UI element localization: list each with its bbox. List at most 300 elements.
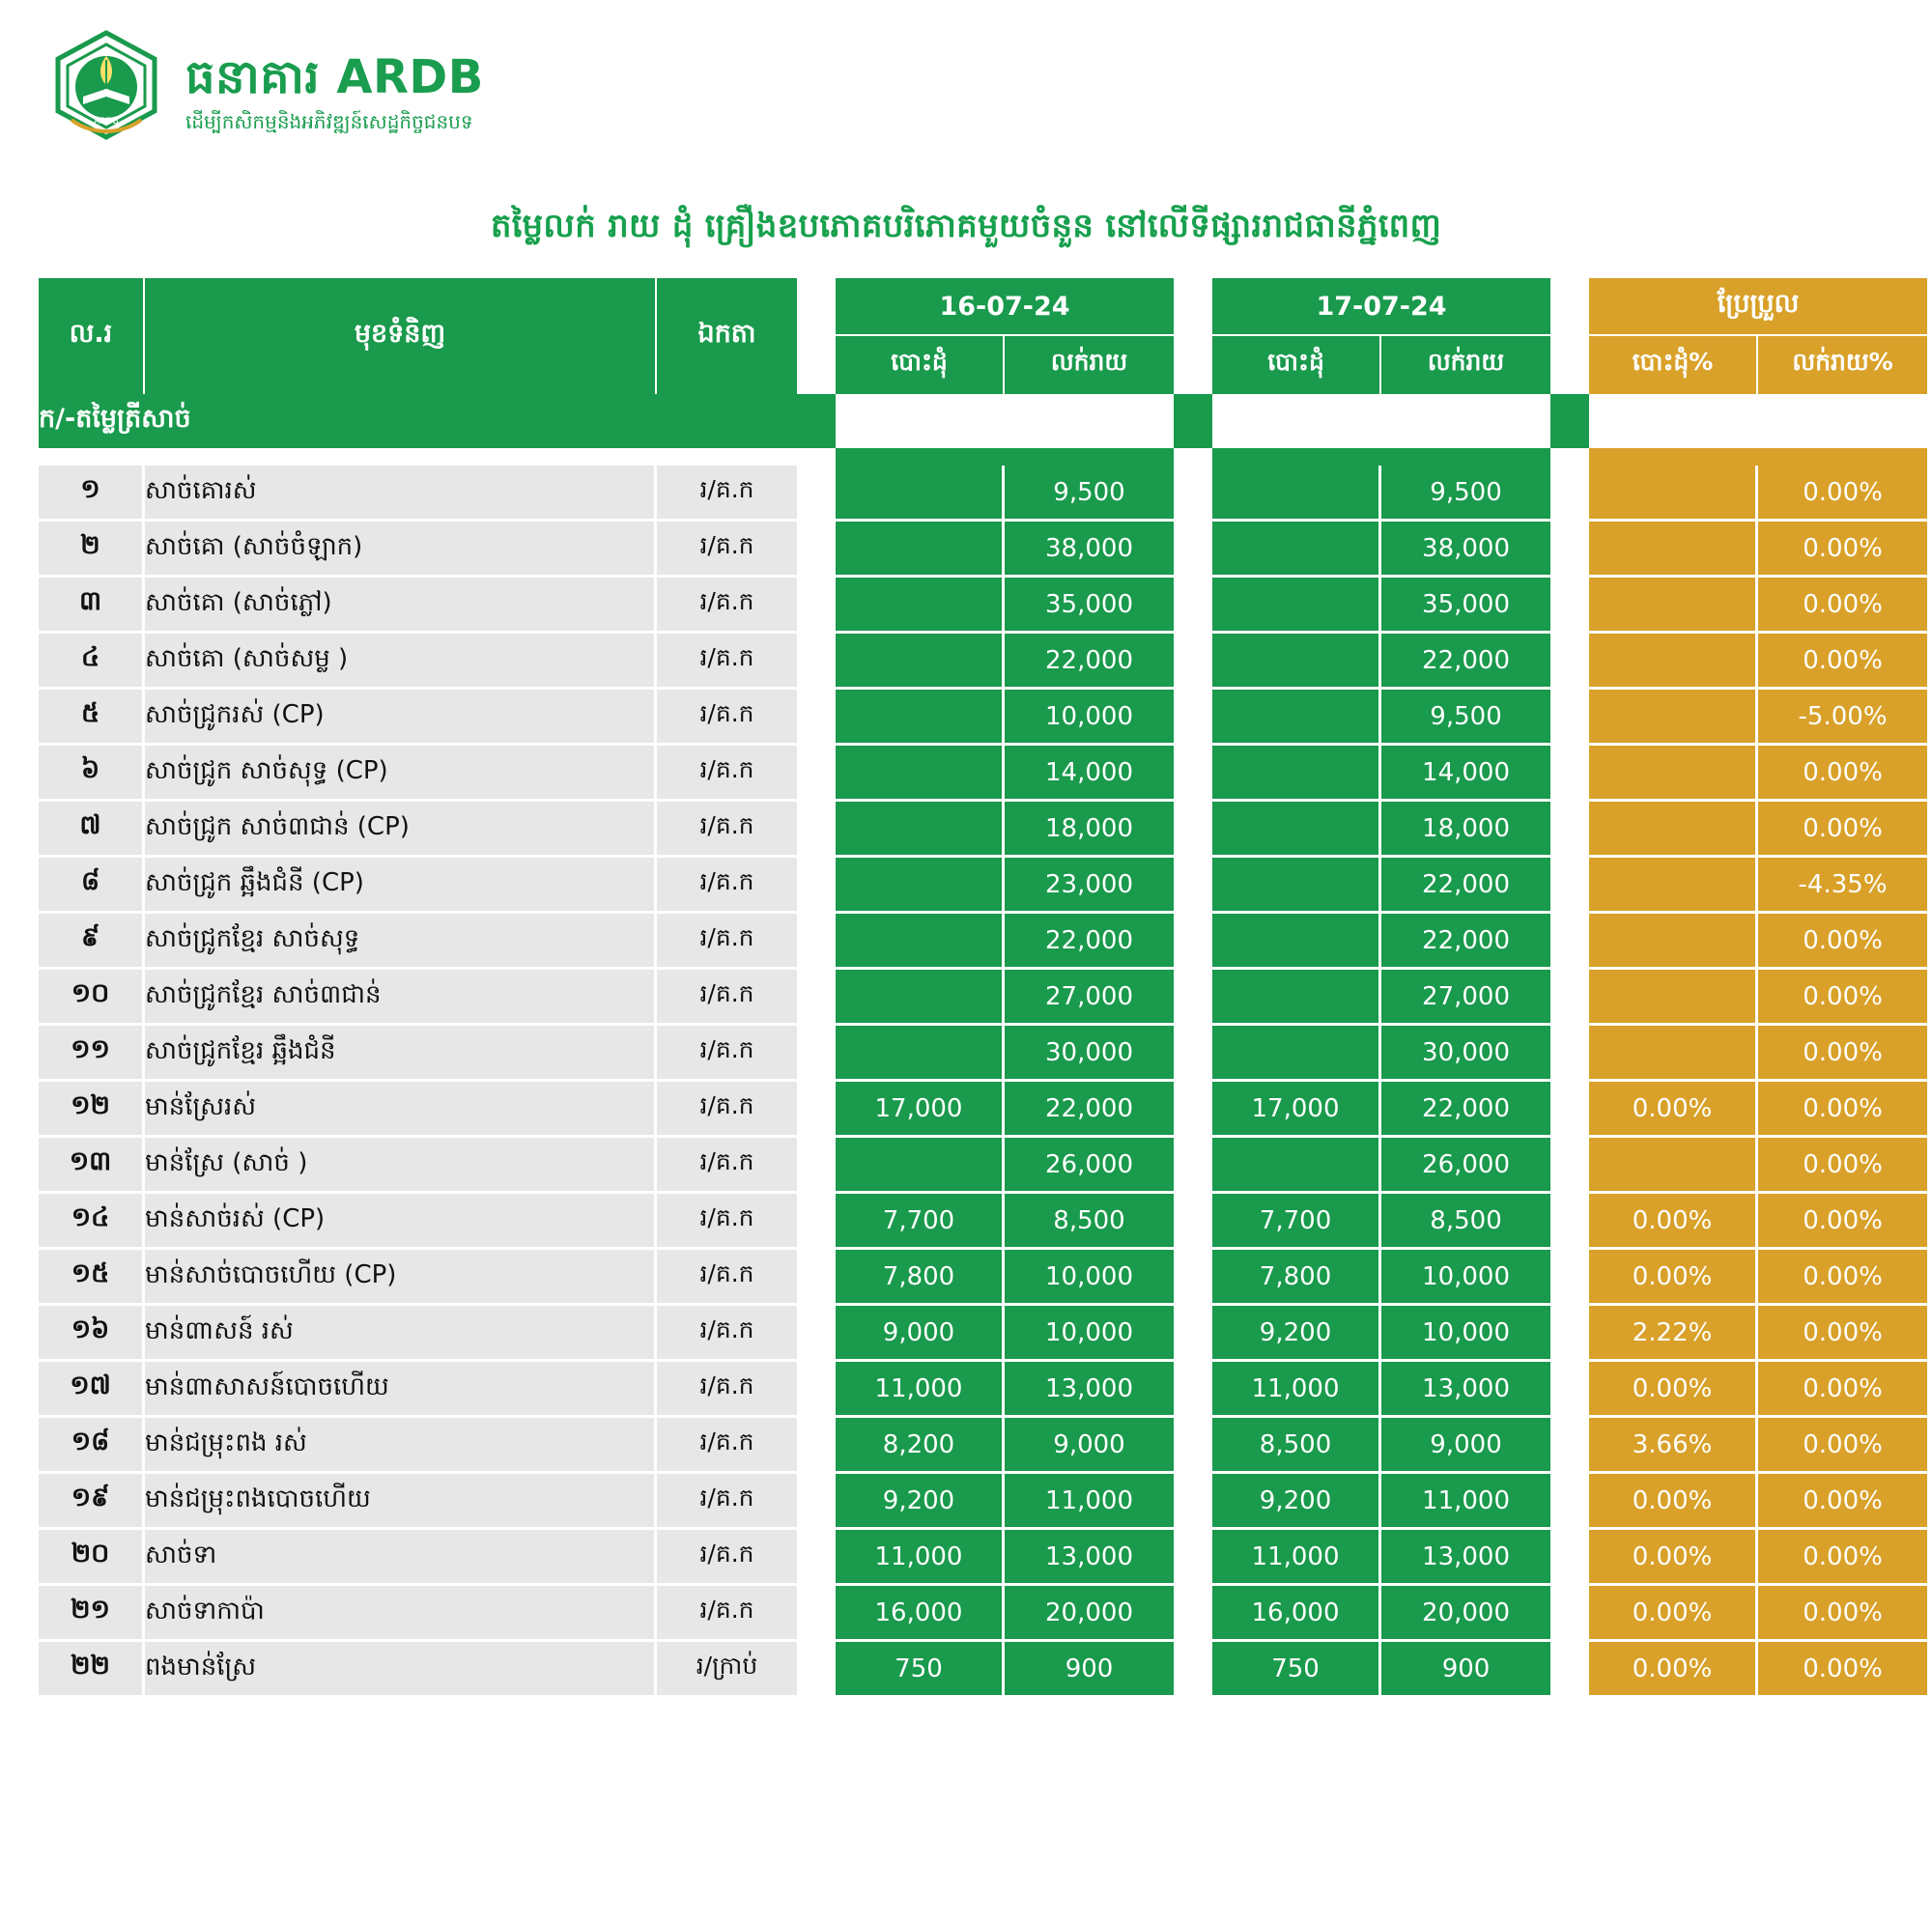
col-header-no: ល.រ	[39, 278, 145, 394]
row-gap-1	[797, 466, 836, 522]
row-gap-1	[797, 1082, 836, 1138]
row-number: ១៩	[39, 1474, 145, 1530]
row-gap-3	[1550, 802, 1589, 858]
row-change-retail: 0.00%	[1758, 1250, 1927, 1306]
row-unit: រ/គ.ក	[657, 1530, 797, 1586]
row-d1-wholesale	[836, 466, 1005, 522]
row-d2-retail: 38,000	[1381, 522, 1550, 578]
gap-1	[797, 278, 836, 394]
row-gap-2	[1174, 690, 1212, 746]
row-gap-3	[1550, 1530, 1589, 1586]
row-d1-retail: 8,500	[1005, 1194, 1174, 1250]
row-unit: រ/គ.ក	[657, 802, 797, 858]
row-d2-retail: 22,000	[1381, 634, 1550, 690]
row-gap-1	[797, 522, 836, 578]
gap-s3	[1550, 394, 1589, 448]
row-unit: រ/គ.ក	[657, 858, 797, 914]
row-number: ២០	[39, 1530, 145, 1586]
row-d2-wholesale: 11,000	[1212, 1362, 1381, 1418]
row-d1-retail: 13,000	[1005, 1362, 1174, 1418]
row-unit: រ/គ.ក	[657, 522, 797, 578]
row-gap-3	[1550, 1642, 1589, 1698]
row-unit: រ/គ.ក	[657, 970, 797, 1026]
row-item-name: សាច់ទា	[145, 1530, 657, 1586]
row-gap-2	[1174, 1194, 1212, 1250]
row-d2-retail: 14,000	[1381, 746, 1550, 802]
col-header-change-wholesale: បោះដុំ%	[1589, 336, 1758, 394]
row-unit: រ/គ.ក	[657, 746, 797, 802]
row-gap-1	[797, 1474, 836, 1530]
row-change-retail: 0.00%	[1758, 1082, 1927, 1138]
row-d1-retail: 27,000	[1005, 970, 1174, 1026]
row-gap-3	[1550, 914, 1589, 970]
row-number: ៣	[39, 578, 145, 634]
page-header	[0, 0, 1932, 162]
row-gap-2	[1174, 1026, 1212, 1082]
row-d1-wholesale	[836, 914, 1005, 970]
row-gap-2	[1174, 1362, 1212, 1418]
row-d2-retail: 13,000	[1381, 1362, 1550, 1418]
table-row	[39, 1530, 1927, 1586]
table-row	[39, 1026, 1927, 1082]
row-d2-retail: 22,000	[1381, 1082, 1550, 1138]
row-d2-retail: 8,500	[1381, 1194, 1550, 1250]
row-change-retail: 0.00%	[1758, 634, 1927, 690]
row-unit: រ/គ.ក	[657, 1082, 797, 1138]
row-d2-wholesale	[1212, 1138, 1381, 1194]
row-item-name: សាច់ជ្រូកខ្មែរ ឆ្អឹងជំនី	[145, 1026, 657, 1082]
row-gap-1	[797, 1306, 836, 1362]
row-item-name: សាច់គោ (សាច់ភ្លៅ)	[145, 578, 657, 634]
row-number: ៨	[39, 858, 145, 914]
row-gap-1	[797, 1138, 836, 1194]
row-d2-wholesale	[1212, 634, 1381, 690]
col-header-d1-wholesale: បោះដុំ	[836, 336, 1005, 394]
row-number: ៥	[39, 690, 145, 746]
row-d1-wholesale	[836, 578, 1005, 634]
row-gap-1	[797, 1026, 836, 1082]
row-gap-2	[1174, 1250, 1212, 1306]
row-d2-wholesale: 9,200	[1212, 1474, 1381, 1530]
row-number: ១៨	[39, 1418, 145, 1474]
row-gap-1	[797, 858, 836, 914]
price-table-container	[0, 278, 1932, 1737]
row-change-retail: 0.00%	[1758, 1138, 1927, 1194]
row-number: ៤	[39, 634, 145, 690]
section-spacer-change	[1589, 394, 1927, 448]
row-gap-1	[797, 1586, 836, 1642]
row-d2-retail: 20,000	[1381, 1586, 1550, 1642]
row-change-wholesale: 0.00%	[1589, 1362, 1758, 1418]
row-d1-wholesale	[836, 1138, 1005, 1194]
row-d1-retail: 22,000	[1005, 914, 1174, 970]
row-gap-3	[1550, 634, 1589, 690]
row-d1-wholesale	[836, 746, 1005, 802]
col-header-d1-retail: លក់រាយ	[1005, 336, 1174, 394]
row-item-name: សាច់ជ្រូក សាច់សុទ្ធ (CP)	[145, 746, 657, 802]
row-d2-retail: 22,000	[1381, 858, 1550, 914]
row-d1-retail: 23,000	[1005, 858, 1174, 914]
brand-subtitle: ដើម្បីកសិកម្មនិងអភិវឌ្ឍន៍សេដ្ឋកិច្ចជនបទ	[185, 109, 473, 133]
row-item-name: ពងមាន់ស្រែ	[145, 1642, 657, 1698]
row-d1-retail: 22,000	[1005, 1082, 1174, 1138]
table-row	[39, 1082, 1927, 1138]
row-gap-1	[797, 746, 836, 802]
row-number: ១៦	[39, 1306, 145, 1362]
row-d2-wholesale	[1212, 970, 1381, 1026]
row-gap-3	[1550, 578, 1589, 634]
row-change-wholesale: 3.66%	[1589, 1418, 1758, 1474]
col-header-unit: ឯកតា	[657, 278, 797, 394]
col-header-date-1: 16-07-24	[836, 278, 1174, 336]
row-d1-wholesale: 750	[836, 1642, 1005, 1698]
table-row	[39, 1474, 1927, 1530]
row-d1-retail: 18,000	[1005, 802, 1174, 858]
row-d1-wholesale: 9,000	[836, 1306, 1005, 1362]
row-gap-2	[1174, 746, 1212, 802]
row-gap-3	[1550, 466, 1589, 522]
table-body	[39, 394, 1927, 1698]
row-gap-2	[1174, 1082, 1212, 1138]
row-gap-3	[1550, 858, 1589, 914]
row-gap-3	[1550, 1082, 1589, 1138]
row-gap-2	[1174, 1138, 1212, 1194]
row-d1-retail: 35,000	[1005, 578, 1174, 634]
row-d1-retail: 13,000	[1005, 1530, 1174, 1586]
row-number: ១១	[39, 1026, 145, 1082]
row-gap-3	[1550, 1586, 1589, 1642]
row-unit: រ/គ.ក	[657, 690, 797, 746]
spacer-d2	[1212, 448, 1550, 466]
row-unit: រ/គ.ក	[657, 1586, 797, 1642]
row-item-name: សាច់ជ្រូក សាច់៣ជាន់ (CP)	[145, 802, 657, 858]
section-spacer-d1	[836, 394, 1174, 448]
row-gap-2	[1174, 970, 1212, 1026]
table-row	[39, 1586, 1927, 1642]
row-number: ១៥	[39, 1250, 145, 1306]
table-row	[39, 466, 1927, 522]
row-gap-2	[1174, 914, 1212, 970]
spacer-d1	[836, 448, 1174, 466]
row-d2-retail: 18,000	[1381, 802, 1550, 858]
row-change-wholesale	[1589, 578, 1758, 634]
table-row	[39, 1642, 1927, 1698]
row-change-retail: 0.00%	[1758, 1306, 1927, 1362]
row-item-name: មាន់សាច់រស់ (CP)	[145, 1194, 657, 1250]
row-d2-retail: 26,000	[1381, 1138, 1550, 1194]
row-gap-1	[797, 1362, 836, 1418]
row-change-wholesale: 0.00%	[1589, 1082, 1758, 1138]
table-row	[39, 690, 1927, 746]
row-d1-retail: 900	[1005, 1642, 1174, 1698]
row-change-wholesale: 0.00%	[1589, 1474, 1758, 1530]
row-gap-3	[1550, 1474, 1589, 1530]
row-d1-retail: 9,000	[1005, 1418, 1174, 1474]
row-d2-wholesale	[1212, 914, 1381, 970]
row-unit: រ/គ.ក	[657, 914, 797, 970]
row-change-wholesale	[1589, 690, 1758, 746]
col-header-item: មុខទំនិញ	[145, 278, 657, 394]
row-d2-retail: 900	[1381, 1642, 1550, 1698]
row-change-retail: -4.35%	[1758, 858, 1927, 914]
row-d2-retail: 27,000	[1381, 970, 1550, 1026]
row-change-wholesale	[1589, 746, 1758, 802]
row-unit: រ/គ.ក	[657, 1362, 797, 1418]
table-row	[39, 1138, 1927, 1194]
row-unit: រ/គ.ក	[657, 1194, 797, 1250]
row-gap-3	[1550, 970, 1589, 1026]
row-d2-retail: 35,000	[1381, 578, 1550, 634]
row-d2-wholesale	[1212, 746, 1381, 802]
row-change-retail: 0.00%	[1758, 522, 1927, 578]
table-row	[39, 1418, 1927, 1474]
row-change-retail: 0.00%	[1758, 578, 1927, 634]
row-unit: រ/គ.ក	[657, 1306, 797, 1362]
row-gap-3	[1550, 1026, 1589, 1082]
table-row	[39, 1362, 1927, 1418]
row-change-wholesale	[1589, 1026, 1758, 1082]
row-d2-wholesale	[1212, 1026, 1381, 1082]
row-d1-retail: 10,000	[1005, 690, 1174, 746]
row-change-retail: 0.00%	[1758, 970, 1927, 1026]
row-d2-wholesale	[1212, 690, 1381, 746]
row-change-wholesale: 2.22%	[1589, 1306, 1758, 1362]
row-d2-wholesale: 11,000	[1212, 1530, 1381, 1586]
section-label: ក/-តម្លៃត្រីសាច់	[39, 394, 797, 448]
row-gap-2	[1174, 578, 1212, 634]
row-number: ១៣	[39, 1138, 145, 1194]
row-number: ៦	[39, 746, 145, 802]
row-gap-2	[1174, 1530, 1212, 1586]
row-change-wholesale: 0.00%	[1589, 1530, 1758, 1586]
col-header-d2-wholesale: បោះដុំ	[1212, 336, 1381, 394]
table-row	[39, 914, 1927, 970]
row-change-wholesale	[1589, 1138, 1758, 1194]
row-number: ១	[39, 466, 145, 522]
row-gap-1	[797, 690, 836, 746]
row-item-name: សាច់គោរស់	[145, 466, 657, 522]
row-d2-wholesale: 16,000	[1212, 1586, 1381, 1642]
table-row	[39, 1306, 1927, 1362]
section-header-row	[39, 394, 1927, 448]
row-gap-3	[1550, 1306, 1589, 1362]
row-d1-retail: 20,000	[1005, 1586, 1174, 1642]
row-gap-2	[1174, 522, 1212, 578]
row-number: ២១	[39, 1586, 145, 1642]
row-change-wholesale	[1589, 802, 1758, 858]
row-number: ១៤	[39, 1194, 145, 1250]
row-gap-3	[1550, 1194, 1589, 1250]
row-change-retail: 0.00%	[1758, 1474, 1927, 1530]
row-d2-wholesale: 7,700	[1212, 1194, 1381, 1250]
row-gap-3	[1550, 1138, 1589, 1194]
row-gap-1	[797, 578, 836, 634]
row-item-name: មាន់៣ាសន៍ រស់	[145, 1306, 657, 1362]
row-unit: រ/គ.ក	[657, 634, 797, 690]
row-change-wholesale	[1589, 970, 1758, 1026]
row-gap-1	[797, 1418, 836, 1474]
table-row	[39, 1250, 1927, 1306]
row-gap-3	[1550, 1250, 1589, 1306]
row-unit: រ/គ.ក	[657, 466, 797, 522]
row-d1-wholesale: 17,000	[836, 1082, 1005, 1138]
row-d2-retail: 13,000	[1381, 1530, 1550, 1586]
row-change-retail: 0.00%	[1758, 1418, 1927, 1474]
row-change-wholesale: 0.00%	[1589, 1586, 1758, 1642]
row-d1-wholesale	[836, 690, 1005, 746]
row-change-retail: 0.00%	[1758, 1586, 1927, 1642]
row-gap-3	[1550, 690, 1589, 746]
table-row	[39, 746, 1927, 802]
row-d2-retail: 10,000	[1381, 1306, 1550, 1362]
gap-t2	[1174, 448, 1212, 466]
row-gap-1	[797, 1642, 836, 1698]
row-d1-retail: 14,000	[1005, 746, 1174, 802]
row-number: ១០	[39, 970, 145, 1026]
row-d1-retail: 10,000	[1005, 1306, 1174, 1362]
table-row	[39, 970, 1927, 1026]
row-number: ១៧	[39, 1362, 145, 1418]
row-gap-2	[1174, 802, 1212, 858]
row-d2-wholesale	[1212, 578, 1381, 634]
row-d1-wholesale: 7,700	[836, 1194, 1005, 1250]
row-d1-retail: 38,000	[1005, 522, 1174, 578]
row-item-name: សាច់ជ្រូក ឆ្អឹងជំនី (CP)	[145, 858, 657, 914]
row-gap-2	[1174, 1306, 1212, 1362]
row-d2-retail: 22,000	[1381, 914, 1550, 970]
row-gap-1	[797, 634, 836, 690]
row-d2-wholesale	[1212, 466, 1381, 522]
row-gap-2	[1174, 1642, 1212, 1698]
row-item-name: សាច់ជ្រូករស់ (CP)	[145, 690, 657, 746]
gap-3	[1550, 278, 1589, 394]
row-d1-wholesale: 7,800	[836, 1250, 1005, 1306]
row-item-name: មាន់ជម្រុះពងបោចហើយ	[145, 1474, 657, 1530]
row-gap-2	[1174, 634, 1212, 690]
row-gap-1	[797, 914, 836, 970]
row-d1-retail: 26,000	[1005, 1138, 1174, 1194]
row-gap-1	[797, 1194, 836, 1250]
row-gap-3	[1550, 746, 1589, 802]
row-change-wholesale: 0.00%	[1589, 1194, 1758, 1250]
row-unit: រ/គ.ក	[657, 1026, 797, 1082]
row-d2-wholesale: 17,000	[1212, 1082, 1381, 1138]
row-number: ២២	[39, 1642, 145, 1698]
row-unit: រ/គ.ក	[657, 1138, 797, 1194]
row-item-name: សាច់ជ្រូកខ្មែរ សាច់សុទ្ធ	[145, 914, 657, 970]
row-item-name: សាច់ទាកាប៉ា	[145, 1586, 657, 1642]
row-d2-retail: 10,000	[1381, 1250, 1550, 1306]
row-item-name: សាច់គោ (សាច់ចំឡាក)	[145, 522, 657, 578]
col-header-change-retail: លក់រាយ%	[1758, 336, 1927, 394]
row-d1-wholesale	[836, 802, 1005, 858]
row-number: ២	[39, 522, 145, 578]
row-gap-2	[1174, 1586, 1212, 1642]
row-change-wholesale	[1589, 522, 1758, 578]
row-d1-wholesale	[836, 1026, 1005, 1082]
page-title: តម្លៃលក់ រាយ ដុំ គ្រឿងឧបភោគបរិភោគមួយចំនួន នៅលើទីផ្សាររាជធានីភ្នំពេញ	[490, 207, 1442, 245]
row-unit: រ/គ.ក	[657, 578, 797, 634]
row-change-wholesale	[1589, 914, 1758, 970]
ardb-logo-icon	[39, 27, 174, 162]
col-header-change: ប្រែប្រួល	[1589, 278, 1927, 336]
brand-title: ធនាគារ ARDB	[185, 50, 484, 104]
row-change-retail: 0.00%	[1758, 746, 1927, 802]
row-change-retail: 0.00%	[1758, 914, 1927, 970]
row-d2-retail: 9,500	[1381, 466, 1550, 522]
row-d1-wholesale	[836, 634, 1005, 690]
row-item-name: សាច់ជ្រូកខ្មែរ សាច់៣ជាន់	[145, 970, 657, 1026]
row-number: ១២	[39, 1082, 145, 1138]
row-gap-2	[1174, 466, 1212, 522]
row-gap-2	[1174, 1418, 1212, 1474]
row-change-wholesale	[1589, 634, 1758, 690]
row-number: ៧	[39, 802, 145, 858]
row-item-name: មាន់សាច់បោចហើយ (CP)	[145, 1250, 657, 1306]
row-d1-retail: 10,000	[1005, 1250, 1174, 1306]
row-gap-1	[797, 1530, 836, 1586]
gap-2	[1174, 278, 1212, 394]
row-change-retail: 0.00%	[1758, 1530, 1927, 1586]
brand-block	[185, 27, 484, 134]
row-d1-wholesale	[836, 970, 1005, 1026]
row-d1-wholesale: 16,000	[836, 1586, 1005, 1642]
spacer-change	[1589, 448, 1927, 466]
row-d1-wholesale: 11,000	[836, 1530, 1005, 1586]
row-item-name: មាន់ស្រែរស់	[145, 1082, 657, 1138]
row-d1-retail: 9,500	[1005, 466, 1174, 522]
row-d1-wholesale	[836, 522, 1005, 578]
row-unit: រ/គ.ក	[657, 1474, 797, 1530]
row-change-retail: 0.00%	[1758, 802, 1927, 858]
row-change-wholesale	[1589, 858, 1758, 914]
row-item-name: មាន់ស្រែ (សាច់ )	[145, 1138, 657, 1194]
row-change-retail: 0.00%	[1758, 1642, 1927, 1698]
row-change-wholesale: 0.00%	[1589, 1642, 1758, 1698]
spacer-row	[39, 448, 1927, 466]
gap-t1	[797, 448, 836, 466]
row-d2-wholesale: 8,500	[1212, 1418, 1381, 1474]
row-d2-wholesale	[1212, 522, 1381, 578]
row-gap-3	[1550, 1362, 1589, 1418]
row-d1-retail: 11,000	[1005, 1474, 1174, 1530]
table-row	[39, 634, 1927, 690]
svg-text:ARDB: ARDB	[94, 117, 119, 127]
row-d2-wholesale: 750	[1212, 1642, 1381, 1698]
row-d1-retail: 30,000	[1005, 1026, 1174, 1082]
row-unit: រ/គ.ក	[657, 1418, 797, 1474]
row-gap-2	[1174, 858, 1212, 914]
table-head	[39, 278, 1927, 394]
row-d2-retail: 9,000	[1381, 1418, 1550, 1474]
row-change-retail: 0.00%	[1758, 1362, 1927, 1418]
row-item-name: សាច់គោ (សាច់សម្ល )	[145, 634, 657, 690]
row-gap-1	[797, 802, 836, 858]
row-unit: រ/គ.ក	[657, 1250, 797, 1306]
row-d2-retail: 9,500	[1381, 690, 1550, 746]
price-table	[39, 278, 1927, 1698]
row-change-wholesale	[1589, 466, 1758, 522]
row-d2-wholesale: 7,800	[1212, 1250, 1381, 1306]
row-d1-retail: 22,000	[1005, 634, 1174, 690]
row-d2-retail: 30,000	[1381, 1026, 1550, 1082]
row-change-retail: -5.00%	[1758, 690, 1927, 746]
row-d2-retail: 11,000	[1381, 1474, 1550, 1530]
col-header-date-2: 17-07-24	[1212, 278, 1550, 336]
row-gap-1	[797, 970, 836, 1026]
gap-s1	[797, 394, 836, 448]
gap-t3	[1550, 448, 1589, 466]
